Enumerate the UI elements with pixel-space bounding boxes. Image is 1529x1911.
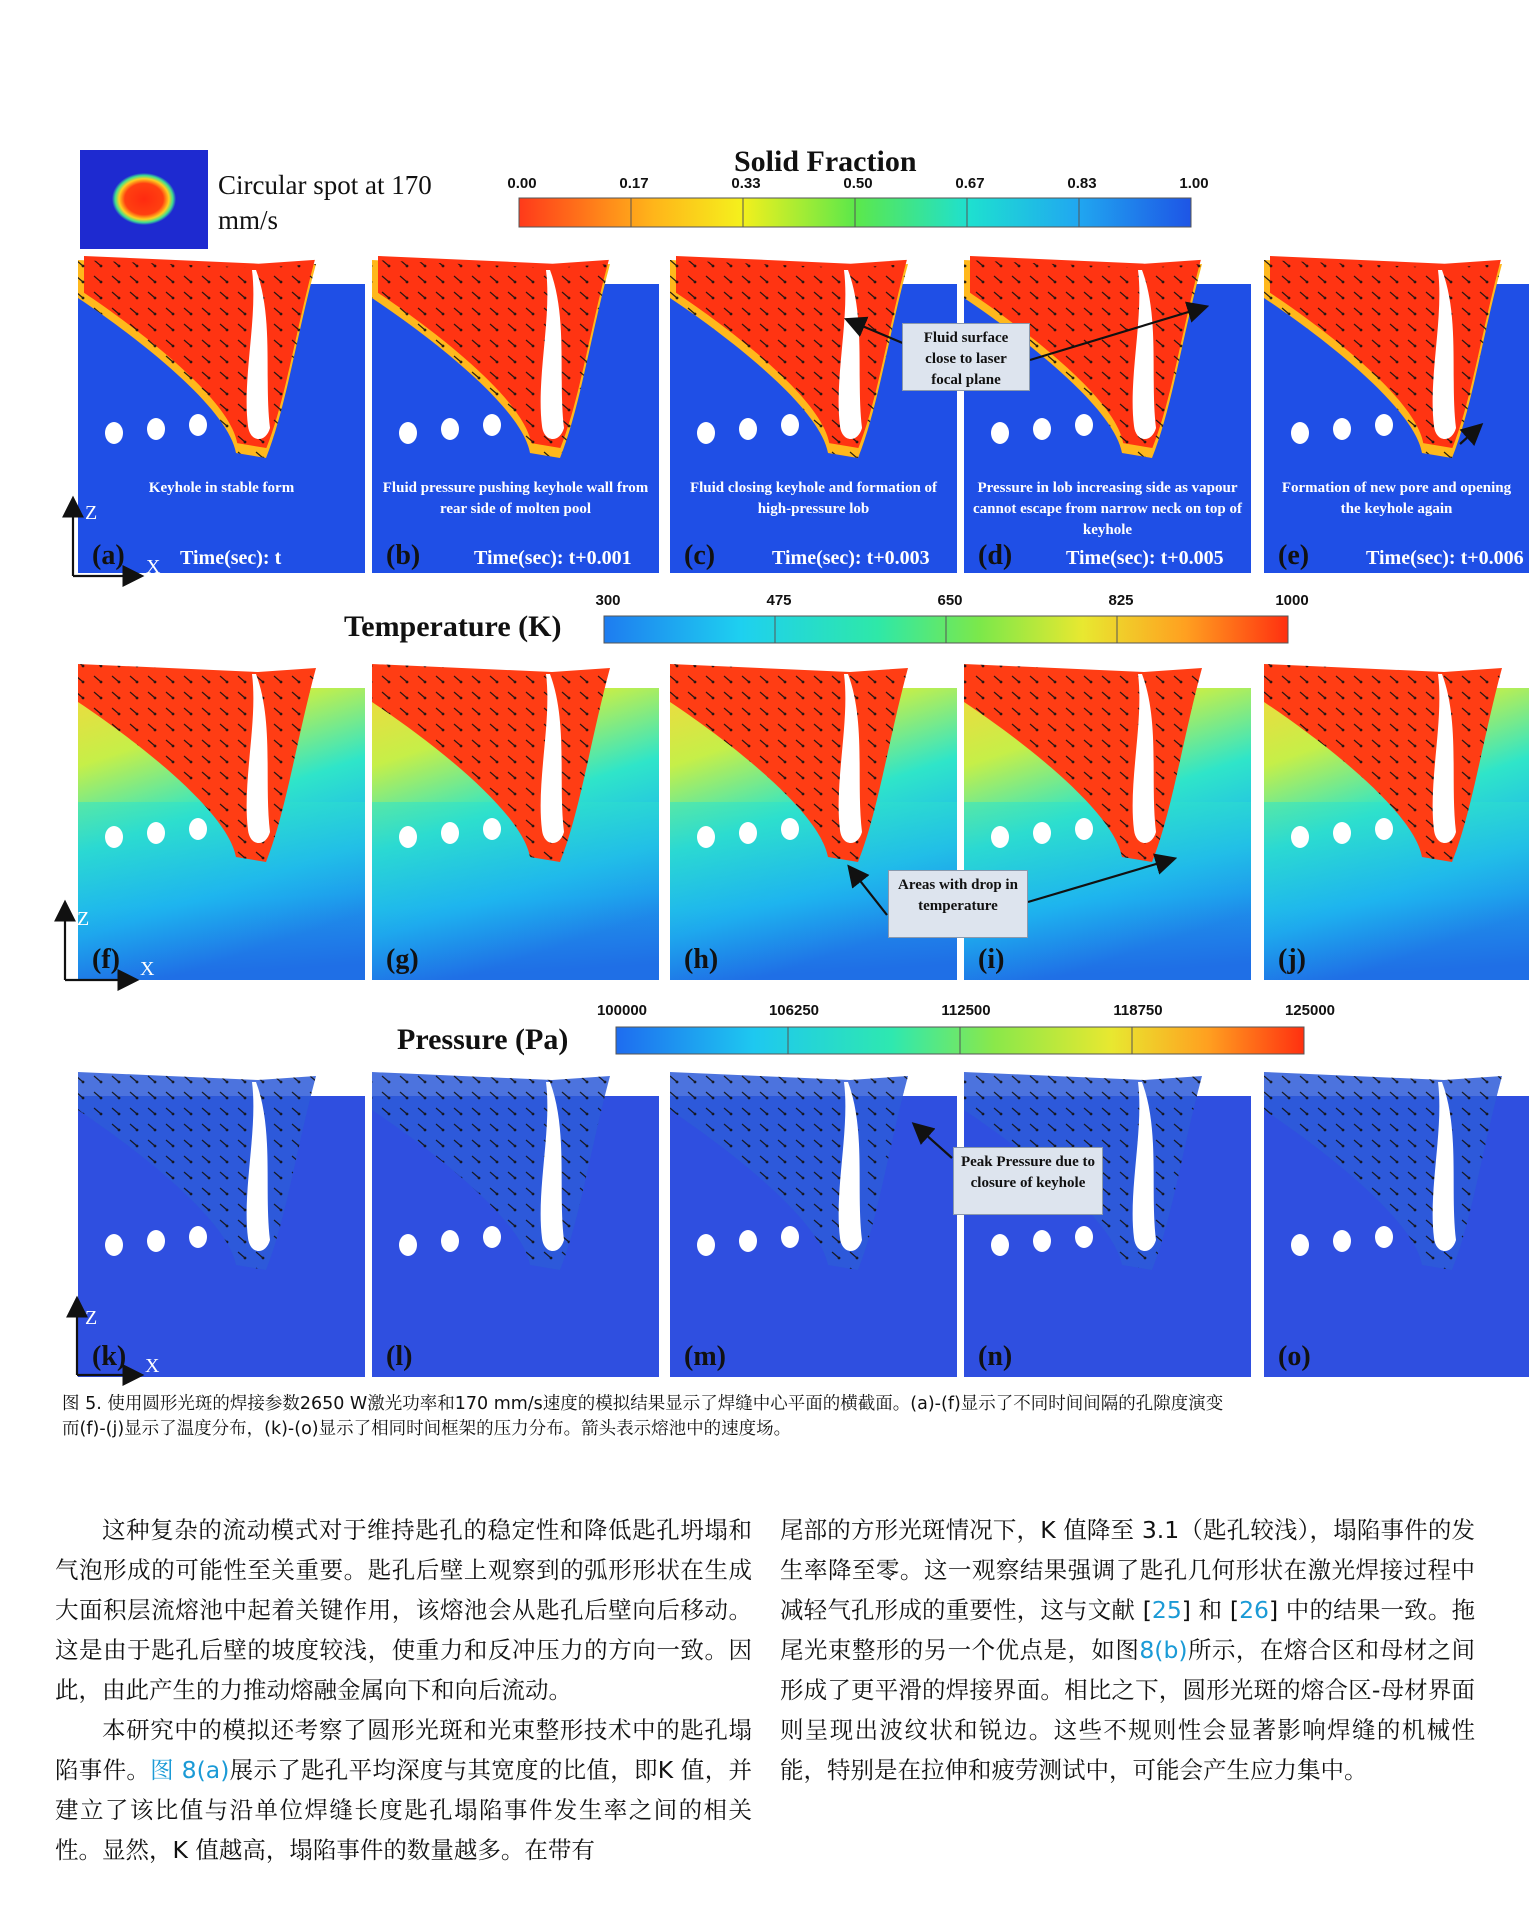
panel-note: Keyhole in stable form	[148, 480, 295, 496]
temperature-tick: 300	[595, 592, 621, 609]
panel-label: (f)	[92, 944, 120, 975]
panel-label: (o)	[1278, 1341, 1311, 1372]
panel-note: Fluid closing keyhole and formation of high-pressure lob	[689, 480, 938, 517]
time-label: Time(sec): t+0.001	[474, 547, 632, 569]
callout-peak-pressure: Peak Pressure due to closure of keyhole	[953, 1147, 1103, 1215]
axis-x-1: X	[146, 556, 161, 578]
solid-fraction-tick: 1.00	[1179, 175, 1209, 192]
pres-panel-1	[78, 1070, 365, 1377]
pressure-row	[78, 1070, 1529, 1377]
panel-label: (k)	[92, 1341, 127, 1372]
temperature-tick: 475	[766, 592, 792, 609]
legend-line-1: Circular spot at 170	[218, 170, 432, 200]
pressure-tick: 118750	[1113, 1002, 1163, 1019]
axis-z-2: Z	[77, 908, 90, 930]
solid-fraction-tick: 0.33	[731, 175, 761, 192]
temperature-tick: 1000	[1275, 592, 1309, 609]
axis-x-3: X	[145, 1355, 160, 1377]
panel-note: Pressure in lob increasing side as vapour cannot escape from narrow neck on top of keyhole	[972, 480, 1242, 538]
axis-z-1: Z	[85, 502, 98, 524]
reference-26-link[interactable]: 26	[1239, 1596, 1269, 1624]
panel-label: (i)	[978, 944, 1005, 975]
temp-panel-1	[78, 662, 365, 980]
panel-label: (m)	[684, 1341, 726, 1372]
panel-label: (l)	[386, 1341, 413, 1372]
solid-fraction-title: Solid Fraction	[734, 145, 917, 178]
body-right-column	[780, 1510, 1475, 1790]
pres-panel-4	[964, 1070, 1251, 1377]
panel-label: (e)	[1278, 540, 1310, 571]
figure-8a-link[interactable]: 图 8(a)	[150, 1756, 230, 1784]
figure-caption	[62, 1392, 1529, 1442]
solid-fraction-tick: 0.50	[843, 175, 873, 192]
circular-spot	[112, 173, 176, 225]
time-label: Time(sec): t+0.003	[772, 547, 930, 569]
body-paragraph-2: 本研究中的模拟还考察了圆形光斑和光束整形技术中的匙孔塌陷事件。图 8(a)展示了匙孔平均深度与其宽度的比值，即K 值，并建立了该比值与沿单位焊缝长度匙孔塌陷事件发生率之间的相关性。显然，K 值越高，塌陷事件的数量越多。在带有	[55, 1716, 752, 1864]
time-label: Time(sec): t+0.005	[1066, 547, 1224, 569]
legend-line-2: mm/s	[218, 205, 279, 235]
temperature-tick: 650	[937, 592, 963, 609]
caption-line-2: 而(f)-(j)显示了温度分布，(k)-(o)显示了相同时间框架的压力分布。箭头表示熔池中的速度场。	[62, 1419, 792, 1439]
panel-label: (d)	[978, 540, 1013, 571]
temp-panel-5	[1264, 662, 1529, 980]
pressure-tick: 125000	[1284, 1002, 1336, 1019]
panel-label: (c)	[684, 540, 716, 571]
solid-fraction-tick: 0.83	[1067, 175, 1097, 192]
panel-label: (g)	[386, 944, 419, 975]
panel-label: (b)	[386, 540, 421, 571]
body-paragraph-1: 这种复杂的流动模式对于维持匙孔的稳定性和降低匙孔坍塌和气泡形成的可能性至关重要。匙孔后壁上观察到的弧形形状在生成大面积层流熔池中起着关键作用，该熔池会从匙孔后壁向后移动。这是由于匙孔后壁的坡度较浅，使重力和反冲压力的方向一致。因此，由此产生的力推动熔融金属向下和向后流动。	[55, 1516, 752, 1704]
pressure-tick: 100000	[596, 1002, 648, 1019]
solid-fraction-tick: 0.67	[955, 175, 985, 192]
callout-fluid-surface: Fluid surface close to laser focal plane	[902, 323, 1030, 391]
temperature-title: Temperature (K)	[344, 610, 562, 643]
reference-25-link[interactable]: 25	[1151, 1596, 1182, 1624]
pres-panel-2	[372, 1070, 659, 1377]
solid-panel-3	[670, 256, 957, 573]
panel-label: (h)	[684, 944, 719, 975]
panel-label: (n)	[978, 1341, 1013, 1372]
solid-panel-5	[1264, 256, 1529, 573]
pres-panel-5	[1264, 1070, 1529, 1377]
pressure-tick: 106250	[768, 1002, 820, 1019]
solid-panel-1	[78, 256, 365, 573]
time-label: Time(sec): t+0.006	[1366, 547, 1524, 569]
figure-8b-link[interactable]: 8(b)	[1139, 1636, 1188, 1664]
panel-label: (j)	[1278, 944, 1306, 975]
axis-z-3: Z	[85, 1307, 98, 1329]
callout-drop-temperature: Areas with drop in temperature	[888, 870, 1028, 938]
pressure-title: Pressure (Pa)	[397, 1023, 569, 1056]
temperature-row	[78, 662, 1529, 980]
solid-fraction-row	[78, 256, 1529, 573]
body-paragraph-3: 尾部的方形光斑情况下，K 值降至 3.1（匙孔较浅），塌陷事件的发生率降至零。这一观察结果强调了匙孔几何形状在激光焊接过程中减轻气孔形成的重要性，这与文献 [25] 和 [26] 中的结果一致。拖尾光束整形的另一个优点是，如图8(b)所示，在熔合区和母材之间形成了更平滑的焊接界面。相比之下，圆形光斑的熔合区-母材界面则呈现出波纹状和锐边。这些不规则性会显著影响焊缝的机械性能，特别是在拉伸和疲劳测试中，可能会产生应力集中。	[780, 1516, 1476, 1784]
panel-note: Fluid pressure pushing keyhole wall from rear side of molten pool	[382, 480, 649, 517]
panel-label: (a)	[92, 540, 125, 571]
caption-line-1: 图 5. 使用圆形光斑的焊接参数2650 W激光功率和170 mm/s速度的模拟结果显示了焊缝中心平面的横截面。(a)-(f)显示了不同时间间隔的孔隙度演变	[62, 1394, 1224, 1414]
time-label: Time(sec): t	[180, 547, 282, 569]
pres-panel-3	[670, 1070, 957, 1377]
body-left-column	[55, 1510, 752, 1870]
temp-panel-2	[372, 662, 659, 980]
solid-fraction-tick: 0.17	[619, 175, 649, 192]
solid-fraction-tick: 0.00	[507, 175, 537, 192]
pressure-tick: 112500	[941, 1002, 991, 1019]
panel-note: Formation of new pore and opening the keyhole again	[1281, 480, 1512, 517]
temperature-tick: 825	[1108, 592, 1134, 609]
axis-x-2: X	[140, 958, 155, 980]
solid-panel-2	[372, 256, 659, 573]
legend-description	[218, 168, 432, 238]
